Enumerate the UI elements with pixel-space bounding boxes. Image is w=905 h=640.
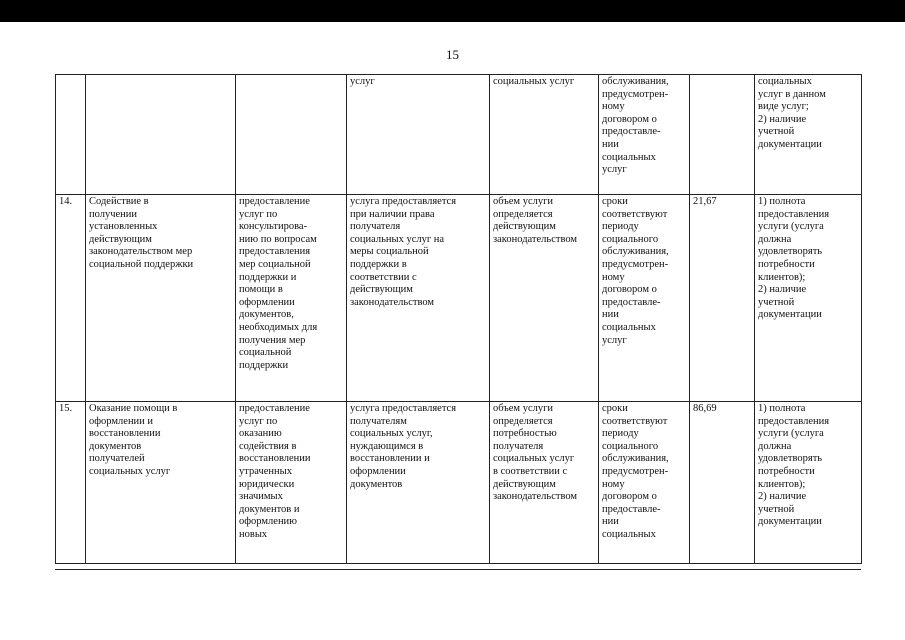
cell-text-line: необходимых для <box>239 321 318 333</box>
cell-text-line: восстановлении <box>239 453 311 465</box>
cell-text-line: нии <box>602 309 619 321</box>
cell-text-line: утраченных <box>239 465 292 477</box>
cell-text-line: поддержки и <box>239 271 297 283</box>
cell-text-line: услуг <box>350 76 375 87</box>
cell-text-line: законодательством мер <box>89 246 193 258</box>
cell-text-line: нуждающимся в <box>350 440 424 452</box>
cell-terms <box>599 402 690 564</box>
cell-conditions <box>347 402 490 564</box>
cell-text-line: социальных <box>758 76 812 87</box>
cell-text-line: услуг <box>602 334 627 346</box>
cell-text-line: социального <box>602 440 659 452</box>
cell-text-line: поддержки в <box>350 258 407 270</box>
cell-text-line: значимых <box>239 491 283 503</box>
cell-text-line: документов <box>350 478 403 490</box>
cell-text-line: Содействие в <box>89 196 149 207</box>
cell-text-line: предусмотрен- <box>602 258 669 270</box>
cell-text: 21,67 <box>693 196 717 207</box>
cell-price <box>690 75 755 195</box>
cell-text-line: услуги (услуга <box>758 221 824 233</box>
cell-text-line: клиентов); <box>758 478 806 490</box>
cell-text: 14. <box>59 196 73 207</box>
cell-text-line: ному <box>602 101 625 113</box>
cell-text-line: предоставление <box>239 196 310 207</box>
cell-text-line: обслуживания, <box>602 246 669 258</box>
cell-text-line: договором о <box>602 284 657 296</box>
cell-text-line: должна <box>758 233 792 245</box>
cell-text-line: мер социальной <box>239 258 311 270</box>
cell-price <box>690 402 755 564</box>
cell-text: 86,69 <box>693 403 717 414</box>
cell-number <box>56 195 86 402</box>
cell-text-line: соответствуют <box>602 208 668 220</box>
table-row <box>56 195 862 402</box>
cell-quality <box>755 75 862 195</box>
cell-text-line: сроки <box>602 196 628 207</box>
cell-text-line: оформлению <box>239 516 298 528</box>
cell-text-line: получения мер <box>239 334 306 346</box>
cell-number <box>56 402 86 564</box>
cell-text-line: документации <box>758 516 822 528</box>
cell-text-line: удовлетворять <box>758 453 823 465</box>
cell-text-line: содействия в <box>239 440 297 452</box>
cell-text-line: действующим <box>350 284 413 296</box>
page-number: 15 <box>446 47 459 62</box>
table-row <box>56 402 862 564</box>
cell-text-line: документации <box>758 309 822 321</box>
cell-text-line: юридически <box>239 478 295 490</box>
cell-text-line: услуг в данном <box>758 88 826 100</box>
cell-text-line: 2) наличие <box>758 491 807 503</box>
cell-text-line: социальной <box>239 347 292 359</box>
cell-service-content <box>236 75 347 195</box>
cell-text-line: Оказание помощи в <box>89 403 178 414</box>
cell-text-line: предоставления <box>758 208 830 220</box>
cell-text-line: действующим <box>89 233 152 245</box>
cell-text-line: предоставления <box>239 246 311 258</box>
cell-text-line: соответствуют <box>602 415 668 427</box>
cell-text-line: социальных <box>602 151 656 163</box>
cell-text-line: оформлении <box>239 296 295 308</box>
cell-text-line: консультирова- <box>239 221 308 233</box>
cell-text-line: предоставле- <box>602 296 661 308</box>
cell-text-line: 1) полнота <box>758 403 806 414</box>
cell-text-line: получателям <box>350 415 407 427</box>
cell-text-line: предоставления <box>758 415 830 427</box>
cell-text-line: получателей <box>89 453 145 465</box>
cell-text-line: оформлении и <box>89 415 154 427</box>
cell-text-line: социального <box>602 233 659 245</box>
cell-text-line: социальной поддержки <box>89 258 194 270</box>
cell-text-line: удовлетворять <box>758 246 823 258</box>
cell-number <box>56 75 86 195</box>
cell-text-line: поддержки <box>239 359 289 371</box>
cell-text-line: клиентов); <box>758 271 806 283</box>
cell-text-line: услуга предоставляется <box>350 403 457 414</box>
cell-text-line: 1) полнота <box>758 196 806 207</box>
cell-text-line: установленных <box>89 221 158 233</box>
cell-text-line: сроки <box>602 403 628 414</box>
cell-terms <box>599 75 690 195</box>
cell-service-name <box>86 195 236 402</box>
cell-text-line: получателя <box>493 440 544 452</box>
cell-text-line: определяется <box>493 208 553 220</box>
cell-volume <box>490 195 599 402</box>
scan-top-border <box>0 0 905 22</box>
cell-text-line: предоставление <box>239 403 310 414</box>
cell-text-line: социальных услуг на <box>350 233 445 245</box>
cell-text-line: социальных услуг, <box>350 428 433 440</box>
cell-text-line: новых <box>239 528 268 540</box>
cell-text-line: услуга предоставляется <box>350 196 457 207</box>
cell-conditions <box>347 75 490 195</box>
cell-text-line: услуг по <box>239 208 278 220</box>
cell-text-line: учетной <box>758 296 795 308</box>
cell-text-line: определяется <box>493 415 553 427</box>
cell-text-line: потребности <box>758 258 815 270</box>
cell-text-line: документов и <box>239 503 300 515</box>
cell-text-line: соответствии с <box>350 271 417 283</box>
cell-text-line: восстановлении <box>89 428 161 440</box>
cell-text-line: законодательством <box>493 491 578 503</box>
cell-text-line: социальных услуг <box>89 465 171 477</box>
cell-text-line: учетной <box>758 126 795 138</box>
cell-text-line: документов, <box>239 309 294 321</box>
cell-text-line: периоду <box>602 428 639 440</box>
cell-quality <box>755 402 862 564</box>
cell-text-line: потребностью <box>493 428 557 440</box>
cell-quality <box>755 195 862 402</box>
cell-text-line: восстановлении и <box>350 453 430 465</box>
cell-text: 15. <box>59 403 73 414</box>
table-row <box>56 75 862 195</box>
cell-text-line: получении <box>89 208 138 220</box>
cell-text-line: услуги (услуга <box>758 428 824 440</box>
cell-text-line: услуг по <box>239 415 278 427</box>
cell-text-line: социальных <box>602 528 656 540</box>
cell-text-line: объем услуги <box>493 403 554 414</box>
cell-text-line: социальных <box>602 321 656 333</box>
cell-text-line: услуг <box>602 164 627 176</box>
cell-text-line: документации <box>758 138 822 150</box>
cell-text-line: получателя <box>350 221 401 233</box>
cell-text-line: учетной <box>758 503 795 515</box>
cell-text-line: помощи в <box>239 284 283 296</box>
cell-text-line: нии <box>602 516 619 528</box>
cell-terms <box>599 195 690 402</box>
cell-text-line: действующим <box>493 221 556 233</box>
cell-text-line: ному <box>602 478 625 490</box>
cell-text-line: законодательством <box>493 233 578 245</box>
cell-text-line: обслуживания, <box>602 76 669 87</box>
cell-text-line: в соответствии с <box>493 465 568 477</box>
cell-text-line: предусмотрен- <box>602 88 669 100</box>
cell-text-line: оформлении <box>350 465 406 477</box>
cell-text-line: действующим <box>493 478 556 490</box>
table-bottom-edge <box>55 569 861 570</box>
cell-text-line: меры социальной <box>350 246 429 258</box>
cell-text-line: нию по вопросам <box>239 233 317 245</box>
cell-text-line: потребности <box>758 465 815 477</box>
cell-text-line: ному <box>602 271 625 283</box>
cell-text-line: социальных услуг <box>493 76 575 87</box>
services-table <box>55 74 862 564</box>
cell-volume <box>490 75 599 195</box>
cell-text-line: законодательством <box>350 296 435 308</box>
cell-text-line: виде услуг; <box>758 101 809 113</box>
cell-text-line: обслуживания, <box>602 453 669 465</box>
cell-service-name <box>86 402 236 564</box>
cell-price <box>690 195 755 402</box>
cell-text-line: периоду <box>602 221 639 233</box>
cell-text-line: предусмотрен- <box>602 465 669 477</box>
cell-text-line: 2) наличие <box>758 284 807 296</box>
cell-service-content <box>236 195 347 402</box>
cell-volume <box>490 402 599 564</box>
cell-service-name <box>86 75 236 195</box>
cell-text-line: документов <box>89 440 142 452</box>
cell-text-line: объем услуги <box>493 196 554 207</box>
cell-text-line: 2) наличие <box>758 113 807 125</box>
cell-text-line: договором о <box>602 113 657 125</box>
cell-text-line: нии <box>602 138 619 150</box>
cell-text-line: оказанию <box>239 428 282 440</box>
cell-text-line: предоставле- <box>602 503 661 515</box>
cell-text-line: договором о <box>602 491 657 503</box>
cell-text-line: социальных услуг <box>493 453 575 465</box>
cell-text-line: должна <box>758 440 792 452</box>
cell-text-line: предоставле- <box>602 126 661 138</box>
cell-service-content <box>236 402 347 564</box>
cell-text-line: при наличии права <box>350 208 435 220</box>
cell-conditions <box>347 195 490 402</box>
